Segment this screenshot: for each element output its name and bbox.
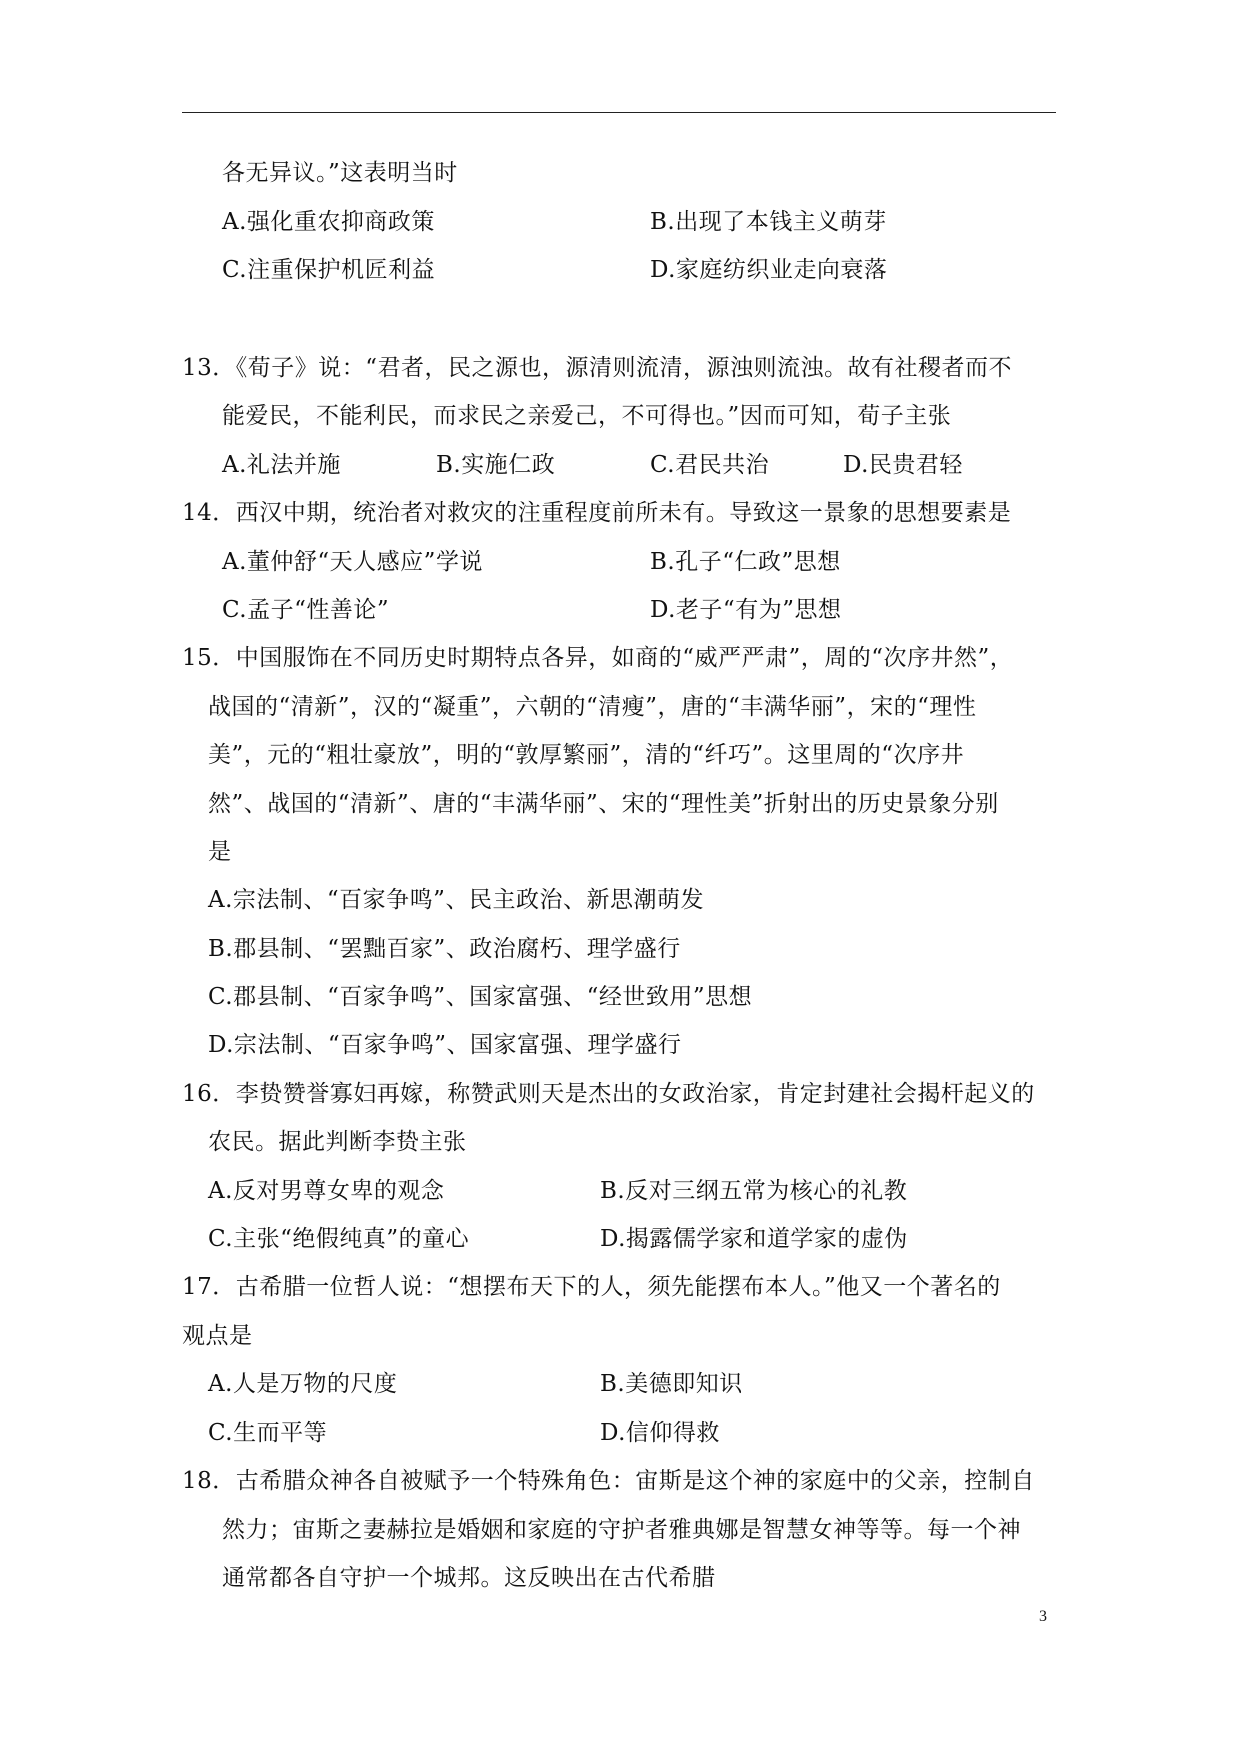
q14-option-c: C.孟子“性善论” bbox=[222, 597, 390, 623]
q15-option-b: B.郡县制、“罢黜百家”、政治腐朽、理学盛行 bbox=[208, 936, 681, 962]
q18-stem-line-1: 18．古希腊众神各自被赋予一个特殊角色：宙斯是这个神的家庭中的父亲，控制自 bbox=[182, 1468, 1035, 1494]
q16-option-d: D.揭露儒学家和道学家的虚伪 bbox=[600, 1226, 908, 1252]
q14-stem: 14．西汉中期，统治者对救灾的注重程度前所未有。导致这一景象的思想要素是 bbox=[182, 500, 1012, 526]
q12-option-b: B.出现了本钱主义萌芽 bbox=[650, 209, 887, 235]
q15-option-a: A.宗法制、“百家争鸣”、民主政治、新思潮萌发 bbox=[208, 887, 704, 913]
q16-stem-line-2: 农民。据此判断李贽主张 bbox=[208, 1129, 467, 1155]
q14-option-a: A.董仲舒“天人感应”学说 bbox=[222, 549, 483, 575]
q13-option-a: A.礼法并施 bbox=[222, 452, 341, 478]
q14-option-b: B.孔子“仁政”思想 bbox=[650, 549, 841, 575]
q15-stem-line-1: 15．中国服饰在不同历史时期特点各异，如商的“威严严肃”，周的“次序井然”， bbox=[182, 645, 1014, 671]
page-number: 3 bbox=[1039, 1608, 1047, 1625]
q12-option-c: C.注重保护机匠利益 bbox=[222, 257, 436, 283]
q14-option-d: D.老子“有为”思想 bbox=[650, 597, 842, 623]
header-rule bbox=[182, 112, 1056, 113]
q17-option-c: C.生而平等 bbox=[208, 1420, 328, 1446]
q15-option-c: C.郡县制、“百家争鸣”、国家富强、“经世致用”思想 bbox=[208, 984, 753, 1010]
q13-option-d: D.民贵君轻 bbox=[843, 452, 963, 478]
q17-stem-line-1: 17．古希腊一位哲人说：“想摆布天下的人，须先能摆布本人。”他又一个著名的 bbox=[182, 1274, 1001, 1300]
q16-option-c: C.主张“绝假纯真”的童心 bbox=[208, 1226, 470, 1252]
q16-stem-line-1: 16．李贽赞誉寡妇再嫁，称赞武则天是杰出的女政治家，肯定封建社会揭杆起义的 bbox=[182, 1081, 1035, 1107]
q13-stem-line-2: 能爱民，不能利民，而求民之亲爱己，不可得也。”因而可知，荀子主张 bbox=[222, 403, 952, 429]
q18-stem-line-3: 通常都各自守护一个城邦。这反映出在古代希腊 bbox=[222, 1565, 716, 1591]
q18-stem-line-2: 然力；宙斯之妻赫拉是婚姻和家庭的守护者雅典娜是智慧女神等等。每一个神 bbox=[222, 1517, 1021, 1543]
q13-stem-line-1: 13．《荀子》说：“君者，民之源也，源清则流清，源浊则流浊。故有社稷者而不 bbox=[182, 355, 1013, 381]
q15-stem-line-3: 美”，元的“粗壮豪放”，明的“敦厚繁丽”，清的“纤巧”。这里周的“次序井 bbox=[208, 742, 965, 768]
q15-stem-line-5: 是 bbox=[208, 839, 232, 865]
q17-option-a: A.人是万物的尺度 bbox=[208, 1371, 398, 1397]
q12-stem-end: 各无异议。”这表明当时 bbox=[222, 160, 458, 186]
q17-option-b: B.美德即知识 bbox=[600, 1371, 743, 1397]
q13-option-c: C.君民共治 bbox=[650, 452, 770, 478]
q15-stem-line-2: 战国的“清新”，汉的“凝重”，六朝的“清瘦”，唐的“丰满华丽”，宋的“理性 bbox=[208, 694, 977, 720]
q17-option-d: D.信仰得救 bbox=[600, 1420, 720, 1446]
q12-option-a: A.强化重农抑商政策 bbox=[222, 209, 435, 235]
q15-option-d: D.宗法制、“百家争鸣”、国家富强、理学盛行 bbox=[208, 1032, 682, 1058]
q13-option-b: B.实施仁政 bbox=[436, 452, 556, 478]
q15-stem-line-4: 然”、战国的“清新”、唐的“丰满华丽”、宋的“理性美”折射出的历史景象分别 bbox=[208, 791, 999, 817]
q17-stem-line-2: 观点是 bbox=[182, 1323, 253, 1349]
q16-option-b: B.反对三纲五常为核心的礼教 bbox=[600, 1178, 908, 1204]
q16-option-a: A.反对男尊女卑的观念 bbox=[208, 1178, 445, 1204]
q12-option-d: D.家庭纺织业走向衰落 bbox=[650, 257, 888, 283]
